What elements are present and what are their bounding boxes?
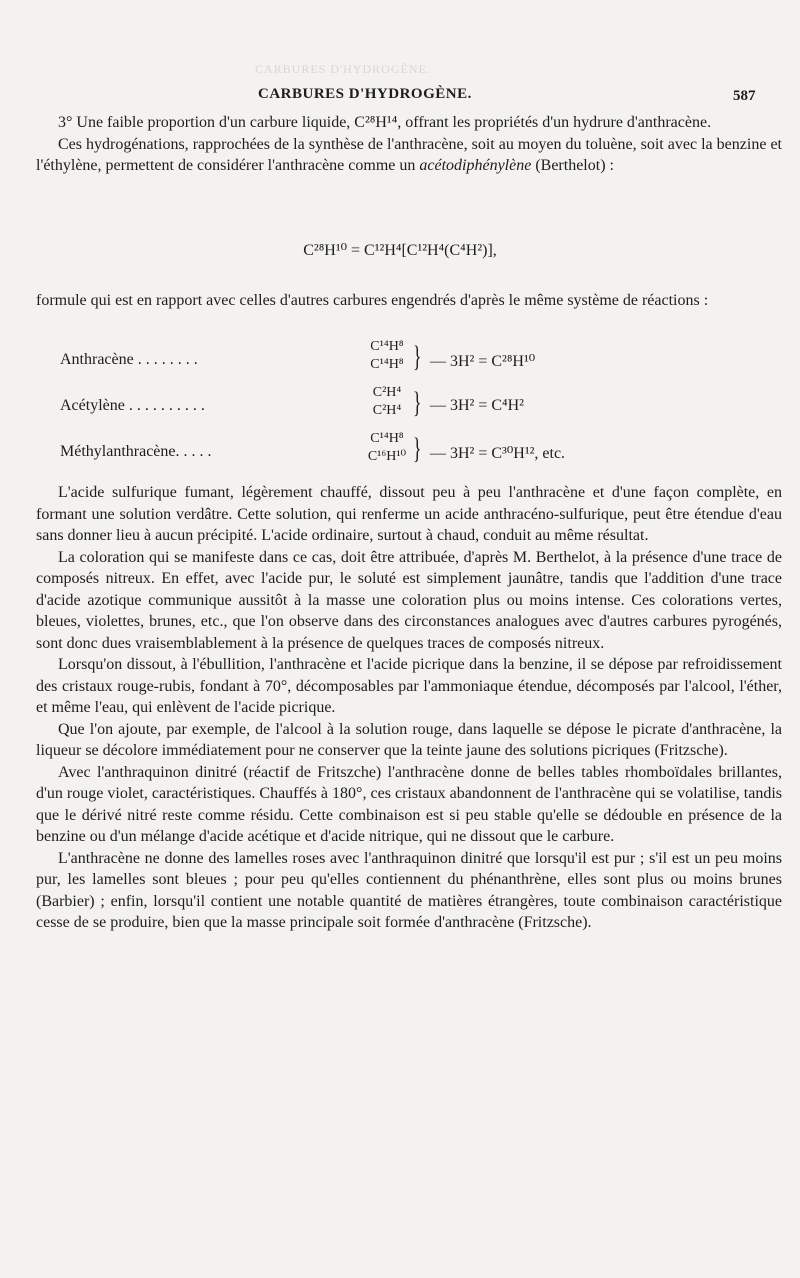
formula-main: C²⁸H¹⁰ = C¹²H⁴[C¹²H⁴(C⁴H²)], xyxy=(303,242,497,259)
reaction-name: Acétylène . . . . . . . . . . xyxy=(60,397,205,414)
brace-glyph: } xyxy=(412,386,422,419)
paragraph-coloration: La coloration qui se manifeste dans ce cas, doit être attribuée, d'après M. Berthelot, à la présence d'une trace de composés nitreux. En effet, avec l'acide pur, le soluté est simplement jaunâtre, tandis que l'addition d'une trace d'acide azotique communique aussitôt à la masse une coloration plus ou moins intense. Ces colorations vertes, bleues, violettes, brunes, etc., que l'on observe dans des circonstances analogues avec d'autres carbures pyrogénés, sont donc dues vraisemblablement à la présence de quelques traces de composés nitreux. xyxy=(36,548,782,652)
reaction-formula-stack xyxy=(364,430,410,466)
reaction-formula-bottom: C²H⁴ xyxy=(372,403,402,418)
paragraph-hydrogenations-text: Ces hydrogénations, rapprochées de la synthèse de l'anthracène, soit au moyen du toluène, soit avec la benzine et l'éthylène, permettent de considérer l'anthracène comme un xyxy=(36,135,782,174)
reaction-name: Méthylanthracène. . . . . xyxy=(60,443,212,460)
paragraph-lamelles: L'anthracène ne donne des lamelles roses avec l'anthraquinon dinitré que lorsqu'il est pur ; s'il est un peu moins pur, les lamelles sont bleues ; pour peu qu'elles contiennent du phénanthrène, elles sont plus ou moins brunes (Barbier) ; enfin, lorsqu'il contient une notable quantité de matières étrangères, toute combinaison caractéristique cesse de se produire, bien que la masse principale soit formée d'anthracène (Fritzsche). xyxy=(36,849,782,931)
brace-glyph: } xyxy=(412,340,422,373)
text-block-intro xyxy=(36,290,782,312)
reaction-result: — 3H² = C³⁰H¹², etc. xyxy=(430,445,566,462)
reaction-formula-bottom: C¹⁶H¹⁰ xyxy=(367,449,407,464)
paragraph-hydrogenations xyxy=(36,134,782,177)
text-block-top xyxy=(36,112,782,177)
paragraph-alcool: Que l'on ajoute, par exemple, de l'alcool à la solution rouge, dans laquelle se dépose le picrate d'anthracène, la liqueur se décolore immédiatement pour ne conserver que la teinte jaune des solutions picriques (Fritzsche). xyxy=(36,720,782,759)
paragraph-anthraquinon: Avec l'anthraquinon dinitré (réactif de Fritszche) l'anthracène donne de belles tables rhomboïdales brillantes, d'un rouge violet, caractéristiques. Chauffés à 180°, ces cristaux abandonnent de l'anthracène qui se volatilise, tandis que le dérivé nitré reste comme résidu. Cette combinaison est si peu stable qu'elle se dédouble en présence de la benzine ou d'un mélange d'acide acétique et d'acide nitrique, qui ne dissout que le carbure. xyxy=(36,763,782,845)
page-number: 587 xyxy=(733,88,756,104)
reaction-formula-top: C¹⁴H⁸ xyxy=(370,339,404,354)
reaction-row xyxy=(60,384,760,430)
paragraph-formule: formule qui est en rapport avec celles d'autres carbures engendrés d'après le même système de réactions : xyxy=(36,292,709,309)
reaction-formula-stack xyxy=(364,384,410,420)
paragraph-acide-picrique: Lorsqu'on dissout, à l'ébullition, l'anthracène et l'acide picrique dans la benzine, il se dépose par refroidissement des cristaux rouge-rubis, fondant à 70°, décomposables par l'ammoniaque étendue, décomposés par l'alcool, l'éther, et même l'eau, qui enlèvent de l'acide picrique. xyxy=(36,656,782,716)
reaction-result: — 3H² = C⁴H² xyxy=(430,397,524,414)
reaction-formula-top: C²H⁴ xyxy=(372,385,402,400)
emphasis-tail: (Berthelot) : xyxy=(531,157,614,174)
reaction-row xyxy=(60,430,760,476)
bleed-through-heading: CARBURES D'HYDROGÈNE. xyxy=(255,62,431,76)
emphasis-term: acétodiphénylène xyxy=(419,157,532,174)
reaction-formula-stack xyxy=(364,338,410,374)
reaction-formula-top: C¹⁴H⁸ xyxy=(370,431,404,446)
reactions-table xyxy=(60,338,760,476)
reaction-result: — 3H² = C²⁸H¹⁰ xyxy=(430,353,536,370)
paragraph-hydrure: 3° Une faible proportion d'un carbure liquide, C²⁸H¹⁴, offrant les propriétés d'un hydrure d'anthracène. xyxy=(58,114,712,131)
running-head: CARBURES D'HYDROGÈNE. xyxy=(258,86,472,102)
text-block-main xyxy=(36,482,782,934)
brace-glyph: } xyxy=(412,432,422,465)
paragraph-acide-sulfurique: L'acide sulfurique fumant, légèrement chauffé, dissout peu à peu l'anthracène et d'une façon complète, en formant une solution verdâtre. Cette solution, qui renferme un acide anthracéno-sulfurique, peut être étendue d'eau sans donner lieu à aucun précipité. L'acide ordinaire, surtout à chaud, conduit au même résultat. xyxy=(36,484,782,544)
reaction-name: Anthracène . . . . . . . . xyxy=(60,351,198,368)
reaction-row xyxy=(60,338,760,384)
reaction-formula-bottom: C¹⁴H⁸ xyxy=(370,357,404,372)
